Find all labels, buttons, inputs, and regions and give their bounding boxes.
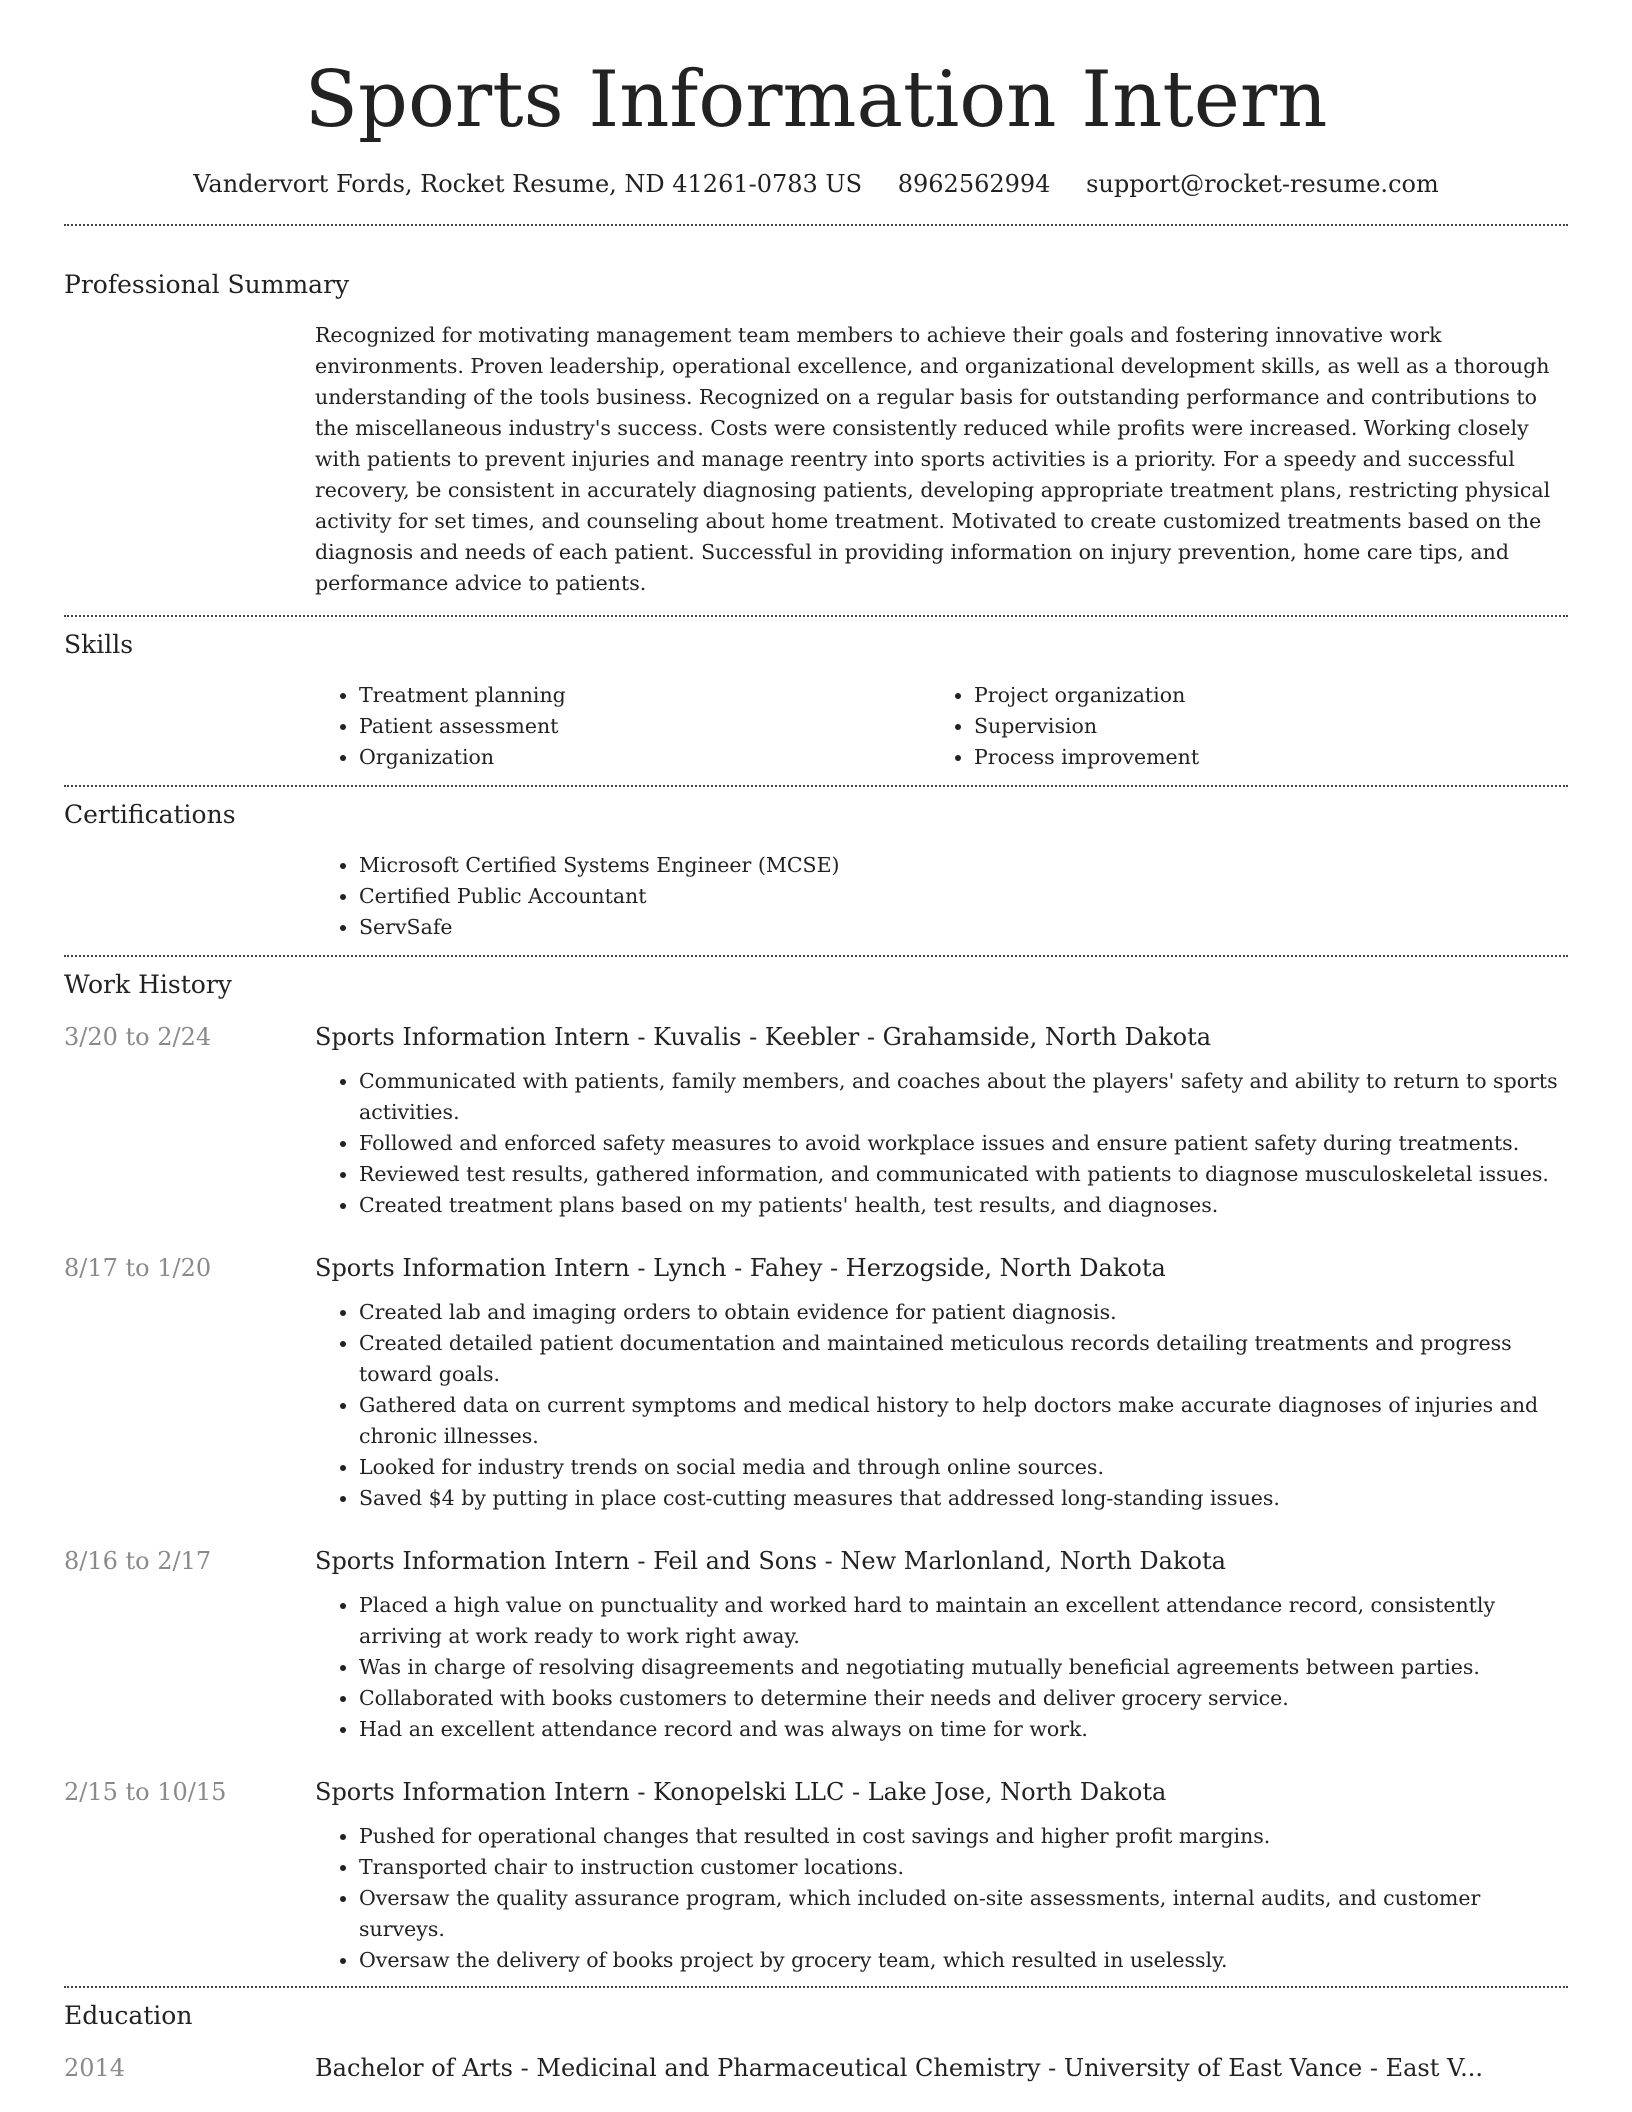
- skill-item: • Process improvement: [974, 742, 1568, 773]
- job-bullet: • Gathered data on current symptoms and medical history to help doctors make accurate diagnoses of injuries and chronic illnesses.: [359, 1390, 1568, 1452]
- job-entry: [64, 1775, 1568, 1976]
- candidate-name: Sports Information Intern: [304, 55, 1328, 145]
- skill-item: • Treatment planning: [359, 680, 930, 711]
- job-bullet: • Pushed for operational changes that resulted in cost savings and higher profit margins.: [359, 1821, 1568, 1852]
- certification-item: • ServSafe: [359, 912, 1568, 943]
- job-bullet: • Followed and enforced safety measures to avoid workplace issues and ensure patient safety during treatments.: [359, 1128, 1568, 1159]
- job-dates: 3/20 to 2/24: [64, 1023, 212, 1051]
- job-bullets: [315, 1821, 1568, 1976]
- job-title: Sports Information Intern - Konopelski LLC - Lake Jose, North Dakota: [315, 1778, 1167, 1806]
- job-entry: [64, 1544, 1568, 1745]
- job-dates: 8/16 to 2/17: [64, 1547, 212, 1575]
- job-bullet: • Saved $4 by putting in place cost-cutting measures that addressed long-standing issues.: [359, 1483, 1568, 1514]
- job-bullet: • Oversaw the quality assurance program, which included on-site assessments, internal audits, and customer surveys.: [359, 1883, 1568, 1945]
- education-year: 2014: [64, 2054, 126, 2082]
- skill-item: • Supervision: [974, 711, 1568, 742]
- skill-item: • Organization: [359, 742, 930, 773]
- job-dates: 8/17 to 1/20: [64, 1254, 212, 1282]
- work-history-section: [64, 957, 1568, 1986]
- job-dates: 2/15 to 10/15: [64, 1778, 227, 1806]
- job-bullet: • Transported chair to instruction customer locations.: [359, 1852, 1568, 1883]
- section-title-certifications: Certifications: [64, 800, 236, 829]
- skill-item: • Project organization: [974, 680, 1568, 711]
- job-bullets: [315, 1297, 1568, 1514]
- job-bullets: [315, 1590, 1568, 1745]
- certifications-section: [64, 787, 1568, 955]
- job-details: [315, 1544, 1568, 1745]
- job-details: [315, 1251, 1568, 1514]
- job-title: Sports Information Intern - Feil and Sons - New Marlonland, North Dakota: [315, 1547, 1226, 1575]
- job-entry: [64, 1251, 1568, 1514]
- job-title: Sports Information Intern - Lynch - Fahey - Herzogside, North Dakota: [315, 1254, 1166, 1282]
- job-details: [315, 1775, 1568, 1976]
- summary-section: [64, 226, 1568, 615]
- job-bullet: • Created treatment plans based on my patients' health, test results, and diagnoses.: [359, 1190, 1568, 1221]
- section-title-skills: Skills: [64, 630, 134, 659]
- skills-grid: [315, 680, 1568, 773]
- job-bullet: • Placed a high value on punctuality and worked hard to maintain an excellent attendance record, consistently arriving at work ready to work right away.: [359, 1590, 1568, 1652]
- job-bullets: [315, 1066, 1568, 1221]
- education-degree: Bachelor of Arts - Medicinal and Pharmaceutical Chemistry - University of East Vance - East V...: [315, 2054, 1484, 2082]
- skills-section: [64, 617, 1568, 785]
- certifications-list: [315, 850, 1568, 943]
- certifications-list-wrap: [315, 850, 1568, 943]
- job-bullet: • Communicated with patients, family members, and coaches about the players' safety and ability to return to sports activities.: [359, 1066, 1568, 1128]
- section-title-summary: Professional Summary: [64, 270, 350, 299]
- job-bullet: • Was in charge of resolving disagreements and negotiating mutually beneficial agreements between parties.: [359, 1652, 1568, 1683]
- contact-line: [64, 166, 1568, 202]
- skills-list-left: [315, 680, 930, 773]
- contact-phone: 8962562994: [897, 170, 1051, 198]
- job-bullet: • Looked for industry trends on social media and through online sources.: [359, 1452, 1568, 1483]
- job-details: [315, 1020, 1568, 1221]
- job-bullet: • Created detailed patient documentation and maintained meticulous records detailing treatments and progress toward goals.: [359, 1328, 1568, 1390]
- education-entry: [64, 2051, 1568, 2085]
- education-details: [315, 2051, 1568, 2085]
- job-bullet: • Reviewed test results, gathered information, and communicated with patients to diagnose musculoskeletal issues.: [359, 1159, 1568, 1190]
- job-bullet: • Created lab and imaging orders to obtain evidence for patient diagnosis.: [359, 1297, 1568, 1328]
- contact-address: Vandervort Fords, Rocket Resume, ND 41261-0783 US: [193, 170, 863, 198]
- skills-list-right: [930, 680, 1568, 773]
- contact-email: support@rocket-resume.com: [1086, 170, 1439, 198]
- job-bullet: • Had an excellent attendance record and was always on time for work.: [359, 1714, 1568, 1745]
- section-title-education: Education: [64, 2001, 193, 2030]
- job-title: Sports Information Intern - Kuvalis - Keebler - Grahamside, North Dakota: [315, 1023, 1212, 1051]
- job-bullet: • Oversaw the delivery of books project by grocery team, which resulted in uselessly.: [359, 1945, 1568, 1976]
- job-entry: [64, 1020, 1568, 1221]
- certification-item: • Microsoft Certified Systems Engineer (MCSE): [359, 850, 1568, 881]
- summary-text: Recognized for motivating management team members to achieve their goals and fostering innovative work environments. Proven leadership, operational excellence, and organizational development skills, as well as a thorough understanding of the tools business. Recognized on a regular basis for outstanding performance and contributions to the miscellaneous industry's success. Costs were consistently reduced while profits were increased. Working closely with patients to prevent injuries and manage reentry into sports activities is a priority. For a speedy and successful recovery, be consistent in accurately diagnosing patients, developing appropriate treatment plans, restricting physical activity for set times, and counseling about home treatment. Motivated to create customized treatments based on the diagnosis and needs of each patient. Successful in providing information on injury prevention, home care tips, and performance advice to patients.: [315, 323, 1551, 595]
- education-section: [64, 1988, 1568, 2097]
- job-bullet: • Collaborated with books customers to determine their needs and deliver grocery service.: [359, 1683, 1568, 1714]
- skill-item: • Patient assessment: [359, 711, 930, 742]
- certification-item: • Certified Public Accountant: [359, 881, 1568, 912]
- section-title-work-history: Work History: [64, 970, 232, 999]
